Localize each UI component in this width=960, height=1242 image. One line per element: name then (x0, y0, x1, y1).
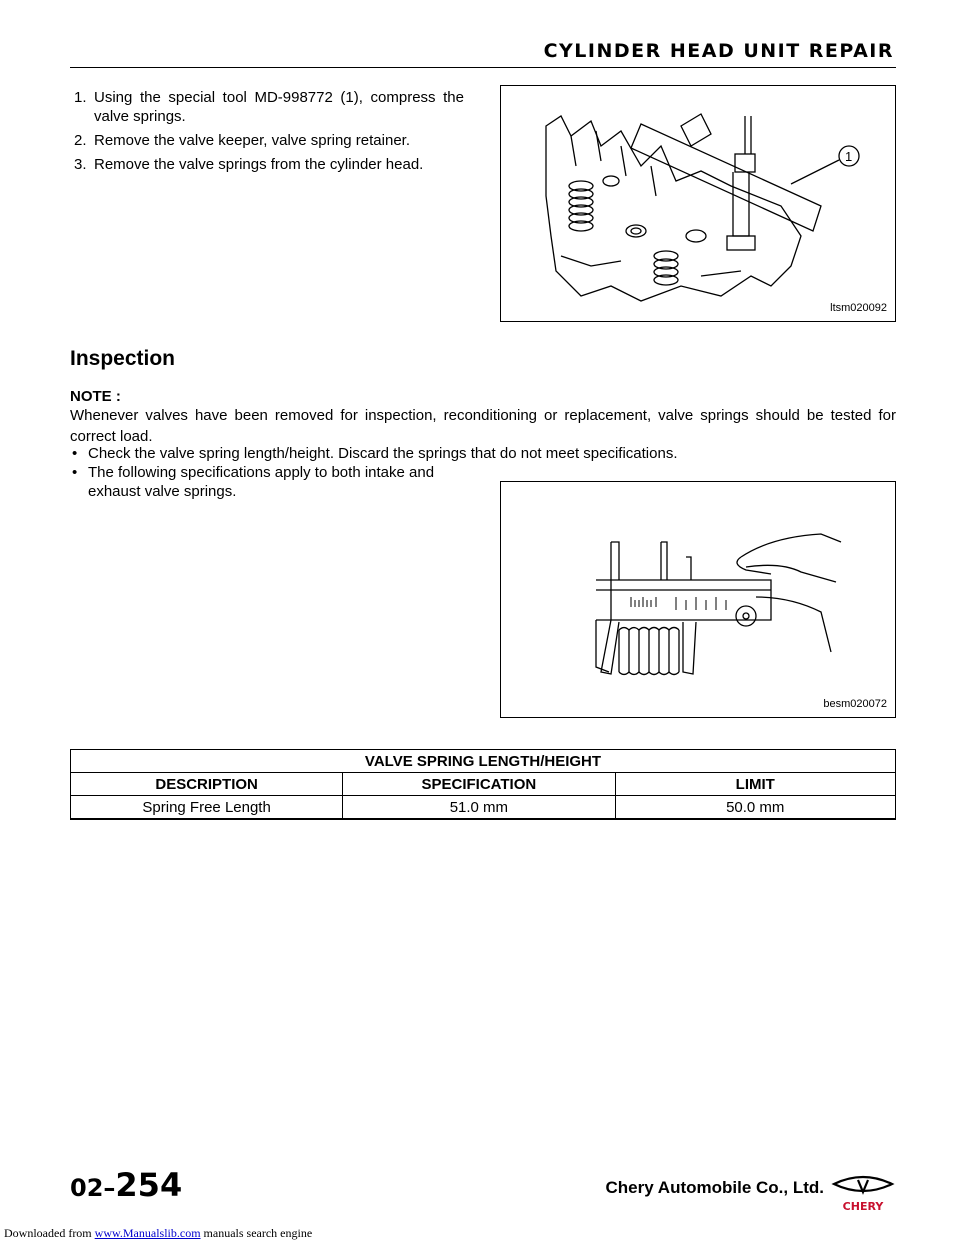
step-number: 3. (74, 156, 87, 173)
step-text: Remove the valve springs from the cylinder head. (94, 156, 424, 173)
download-prefix: Downloaded from (4, 1226, 95, 1240)
download-suffix: manuals search engine (200, 1226, 313, 1240)
section-number: 02– (70, 1174, 116, 1202)
step-number: 2. (74, 132, 87, 149)
manualslib-link[interactable]: www.Manualslib.com (94, 1226, 201, 1240)
procedure-steps (74, 88, 464, 179)
figure-id: ltsm020092 (830, 302, 887, 314)
step-number: 1. (74, 89, 87, 106)
section-heading: Inspection (70, 347, 176, 370)
bullet-text: Check the valve spring length/height. Discard the springs that do not meet specifications. (88, 445, 678, 462)
note-text: Whenever valves have been removed for inspection, reconditioning or replacement, valve springs should be tested for correct load. (70, 407, 896, 445)
spec-table (70, 749, 896, 820)
table-cell: Spring Free Length (71, 796, 343, 820)
compressor-illustration (501, 86, 895, 321)
step (74, 88, 464, 126)
bullet-item (72, 463, 472, 501)
header-title: CYLINDER HEAD UNIT REPAIR (543, 40, 894, 62)
figure-valve-spring-compressor (500, 85, 896, 322)
column-header: SPECIFICATION (343, 773, 615, 796)
bullet-dot: • (72, 445, 78, 462)
download-note (4, 1226, 312, 1241)
company-name: Chery Automobile Co., Ltd. (605, 1178, 824, 1197)
table-cell: 51.0 mm (343, 796, 615, 820)
step-text: Remove the valve keeper, valve spring retainer. (94, 132, 411, 149)
table-title-row (71, 750, 896, 773)
bullet-text: The following specifications apply to both intake and exhaust valve springs. (88, 464, 435, 500)
table-row (71, 796, 896, 820)
logo-text: CHERY (842, 1200, 884, 1213)
page-number-value: 254 (115, 1166, 183, 1204)
table-header-row (71, 773, 896, 796)
page-number (70, 1166, 182, 1204)
step (74, 131, 464, 150)
table-title: VALVE SPRING LENGTH/HEIGHT (71, 750, 896, 773)
column-header: LIMIT (615, 773, 896, 796)
step (74, 155, 464, 174)
figure-id: besm020072 (823, 698, 887, 710)
callout-number: 1 (845, 149, 853, 164)
note-label: NOTE : (70, 388, 121, 405)
figure-caliper-measurement (500, 481, 896, 718)
bullet-dot: • (72, 464, 78, 481)
chery-logo (830, 1172, 896, 1214)
step-text: Using the special tool MD-998772 (1), compress the valve springs. (94, 89, 464, 125)
caliper-illustration (501, 482, 895, 717)
table-cell: 50.0 mm (615, 796, 896, 820)
bullet-item (72, 444, 892, 463)
header-rule (70, 67, 896, 68)
column-header: DESCRIPTION (71, 773, 343, 796)
